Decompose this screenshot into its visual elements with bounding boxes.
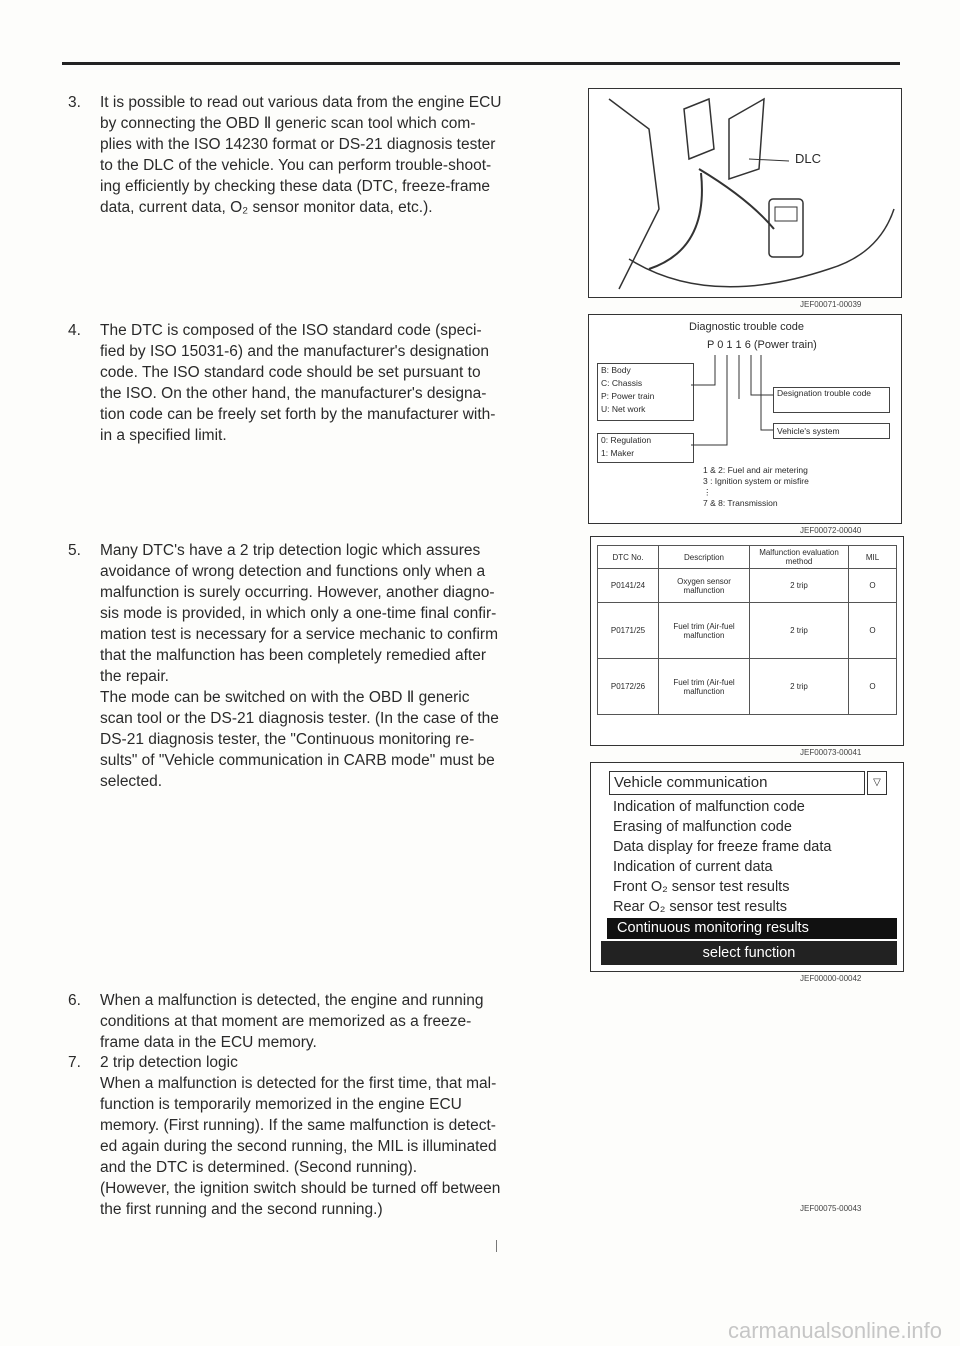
dlc-label: DLC	[795, 151, 822, 166]
figure-id-2: JEF00072-00040	[800, 526, 862, 535]
menu-item[interactable]: Indication of current data	[613, 859, 773, 875]
dtc-table-figure	[590, 536, 904, 746]
page-mark	[496, 1240, 497, 1252]
system-notes: 1 & 2: Fuel and air metering 3 : Ignition system or misfire ⋮ 7 & 8: Transmission	[703, 465, 809, 508]
dtc-code: P 0 1 1 6 (Power train)	[707, 339, 817, 351]
vehicle-communication-screen	[590, 762, 904, 972]
table-header-row: DTC No. Description Malfunction evaluation method MIL	[598, 546, 897, 569]
diagram-title: Diagnostic trouble code	[689, 321, 804, 333]
menu-item[interactable]: Front O₂ sensor test results	[613, 879, 790, 895]
designation-box: Designation trouble code	[773, 387, 890, 413]
dlc-illustration	[588, 88, 902, 298]
figure-id-3: JEF00073-00041	[800, 748, 862, 757]
dlc-drawing	[589, 89, 901, 297]
dtc-table	[597, 545, 897, 715]
table-row: P0141/24 Oxygen sensor malfunction 2 trip O	[598, 569, 897, 603]
vehicle-system-box: Vehicle's system	[773, 423, 890, 439]
menu-item[interactable]: Erasing of malfunction code	[613, 819, 792, 835]
figure-id-5: JEF00075-00043	[800, 1204, 862, 1213]
table-row: P0172/26 Fuel trim (Air-fuel malfunction 2 trip O	[598, 659, 897, 715]
select-function-bar[interactable]: select function	[601, 941, 897, 965]
watermark: carmanualsonline.info	[727, 1318, 942, 1343]
menu-item[interactable]: Data display for freeze frame data	[613, 839, 832, 855]
menu-item[interactable]: Indication of malfunction code	[613, 799, 805, 815]
figure-id-1: JEF00071-00039	[800, 300, 862, 309]
menu-title: Vehicle communication	[609, 771, 865, 795]
code-type-box: 0: Regulation 1: Maker	[597, 433, 694, 463]
dtc-composition-diagram	[588, 314, 902, 524]
table-row: P0171/25 Fuel trim (Air-fuel malfunction 2 trip O	[598, 603, 897, 659]
menu-item[interactable]: Rear O₂ sensor test results	[613, 899, 788, 915]
category-box: B: Body C: Chassis P: Power train U: Net work	[597, 363, 694, 421]
header-rule	[62, 62, 900, 65]
dropdown-arrow-icon[interactable]: ▽	[867, 771, 887, 795]
figure-id-4: JEF00000-00042	[800, 974, 862, 983]
menu-item-selected[interactable]: Continuous monitoring results	[607, 918, 897, 939]
